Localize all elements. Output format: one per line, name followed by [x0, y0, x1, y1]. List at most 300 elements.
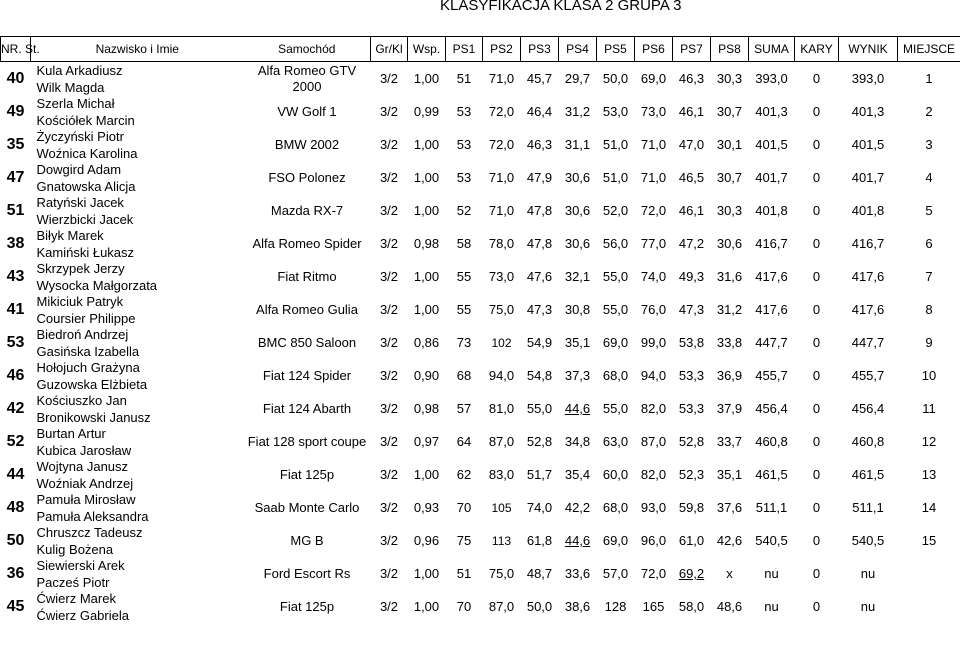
cell-penalty: 0 — [812, 401, 821, 416]
cell-result: nu — [860, 566, 876, 581]
cell-class: 3/2 — [379, 566, 399, 581]
cell-result: 417,6 — [851, 302, 885, 317]
cell-place — [898, 557, 960, 590]
cell-ps4: 30,8 — [564, 302, 591, 317]
header-penalty: KARY — [795, 37, 839, 62]
classification-sheet — [0, 36, 960, 623]
cell-sum: 455,7 — [755, 368, 788, 383]
cell-result: 393,0 — [851, 71, 885, 86]
start-number: 49 — [6, 102, 25, 120]
cell-ps7: 47,0 — [678, 137, 705, 152]
table-row — [1, 458, 960, 491]
cell-ps4: 35,1 — [564, 335, 591, 350]
table-row — [1, 590, 960, 623]
driver-name: Szerla Michał — [36, 95, 115, 111]
cell-ps5: 51,0 — [602, 137, 629, 152]
cell-ps3: 55,0 — [526, 401, 553, 416]
cell-penalty: 0 — [812, 500, 821, 515]
cell-coef: 1,00 — [413, 302, 440, 317]
cell-ps6: 72,0 — [640, 566, 667, 581]
cell-result: nu — [860, 599, 876, 614]
cell-ps6: 99,0 — [640, 335, 667, 350]
header-ps5: PS5 — [597, 37, 635, 62]
header-ps8: PS8 — [711, 37, 749, 62]
cell-class: 3/2 — [379, 236, 399, 251]
start-number: 45 — [6, 597, 25, 615]
crew-names — [31, 128, 244, 161]
car-model: Fiat 125p — [279, 598, 335, 614]
cell-class: 3/2 — [379, 137, 399, 152]
cell-ps4: 31,1 — [564, 137, 591, 152]
cell-penalty: 0 — [812, 368, 821, 383]
driver-name: Skrzypek Jerzy — [36, 260, 125, 276]
car-model: Alfa Romeo Gulia — [256, 301, 358, 317]
cell-sum: 401,3 — [755, 104, 788, 119]
crew-names — [31, 161, 244, 194]
cell-result: 540,5 — [851, 533, 885, 548]
cell-ps3: 45,7 — [526, 71, 553, 86]
cell-ps5: 55,0 — [602, 302, 629, 317]
cell-coef: 1,00 — [413, 566, 440, 581]
cell-ps4: 30,6 — [564, 236, 591, 251]
cell-ps3: 47,3 — [526, 302, 553, 317]
cell-ps2: 81,0 — [488, 401, 515, 416]
header-coef: Wsp. — [408, 37, 446, 62]
start-number: 43 — [6, 267, 25, 285]
cell-ps1: 52 — [456, 203, 472, 218]
cell-ps2: 87,0 — [488, 599, 515, 614]
cell-ps6: 94,0 — [640, 368, 667, 383]
table-row — [1, 194, 960, 227]
cell-ps1: 70 — [456, 500, 472, 515]
cell-ps8: 30,1 — [716, 137, 743, 152]
cell-sum: 511,1 — [755, 500, 788, 515]
cell-result: 511,1 — [852, 500, 884, 515]
cell-penalty: 0 — [812, 467, 821, 482]
cell-ps6: 82,0 — [640, 467, 667, 482]
cell-ps3: 47,8 — [526, 236, 553, 251]
cell-ps8: 33,7 — [716, 434, 743, 449]
table-row — [1, 359, 960, 392]
cell-class: 3/2 — [379, 434, 399, 449]
cell-place: 8 — [925, 302, 933, 317]
crew-names — [31, 524, 244, 557]
cell-coef: 1,00 — [413, 467, 440, 482]
cell-sum: 401,7 — [755, 170, 788, 185]
cell-ps7: 58,0 — [678, 599, 705, 614]
cell-result: 401,3 — [851, 104, 885, 119]
start-number: 44 — [6, 465, 25, 483]
cell-ps5: 68,0 — [602, 368, 629, 383]
cell-result: 401,5 — [851, 137, 885, 152]
cell-ps6: 165 — [642, 599, 665, 614]
header-ps1: PS1 — [446, 37, 483, 62]
cell-ps7: 61,0 — [678, 533, 705, 548]
cell-class: 3/2 — [379, 269, 399, 284]
crew-names — [31, 260, 244, 293]
cell-class: 3/2 — [379, 368, 399, 383]
cell-ps4: 37,3 — [564, 368, 591, 383]
cell-coef: 0,98 — [413, 236, 440, 251]
cell-ps6: 76,0 — [640, 302, 667, 317]
table-row — [1, 392, 960, 425]
co-driver-name: Coursier Philippe — [36, 310, 136, 326]
cell-ps7: 46,1 — [678, 203, 705, 218]
cell-ps7: 53,3 — [678, 401, 705, 416]
cell-sum: 540,5 — [755, 533, 788, 548]
cell-class: 3/2 — [379, 467, 399, 482]
cell-ps8: 30,3 — [716, 203, 743, 218]
cell-penalty: 0 — [812, 434, 821, 449]
table-row — [1, 557, 960, 590]
results-table — [0, 36, 960, 623]
start-number: 48 — [6, 498, 25, 516]
cell-ps1: 53 — [456, 170, 472, 185]
car-model: MG B — [290, 532, 324, 548]
cell-ps7: 53,3 — [678, 368, 705, 383]
table-row — [1, 227, 960, 260]
car-model: Fiat 124 Spider — [262, 367, 352, 383]
start-number: 53 — [6, 333, 25, 351]
table-row — [1, 326, 960, 359]
cell-ps8: 30,7 — [716, 104, 743, 119]
cell-ps8: 37,9 — [716, 401, 743, 416]
cell-ps5: 69,0 — [602, 335, 629, 350]
cell-ps8: 36,9 — [716, 368, 743, 383]
cell-sum: 416,7 — [755, 236, 788, 251]
car-model: Fiat Ritmo — [277, 268, 337, 284]
cell-coef: 0,93 — [413, 500, 440, 515]
cell-ps4: 33,6 — [564, 566, 591, 581]
table-row — [1, 128, 960, 161]
cell-ps4: 38,6 — [564, 599, 591, 614]
cell-ps7: 49,3 — [678, 269, 705, 284]
header-class: Gr/Kl — [371, 37, 408, 62]
cell-place: 5 — [925, 203, 933, 218]
driver-name: Chruszcz Tadeusz — [36, 524, 143, 540]
cell-result: 460,8 — [851, 434, 885, 449]
cell-ps3: 50,0 — [526, 599, 553, 614]
driver-name: Życzyński Piotr — [36, 128, 124, 144]
cell-ps4: 35,4 — [564, 467, 591, 482]
cell-ps2: 94,0 — [488, 368, 515, 383]
cell-ps4: 31,2 — [564, 104, 591, 119]
cell-penalty: 0 — [812, 302, 821, 317]
header-row — [1, 37, 960, 62]
co-driver-name: Guzowska Elżbieta — [36, 376, 148, 392]
cell-ps3: 74,0 — [526, 500, 553, 515]
cell-class: 3/2 — [379, 71, 399, 86]
cell-coef: 1,00 — [413, 71, 440, 86]
cell-ps8: 48,6 — [716, 599, 743, 614]
car-model: Fiat 128 sport coupe — [247, 433, 367, 449]
cell-sum: nu — [764, 599, 779, 614]
cell-ps8: 30,3 — [716, 71, 743, 86]
start-number: 38 — [6, 234, 25, 252]
cell-penalty: 0 — [812, 599, 821, 614]
cell-ps7: 53,8 — [678, 335, 705, 350]
start-number: 40 — [6, 69, 25, 87]
cell-ps3: 47,6 — [526, 269, 553, 284]
car-model: BMC 850 Saloon — [257, 334, 357, 350]
cell-penalty: 0 — [812, 335, 821, 350]
cell-ps6: 71,0 — [640, 137, 667, 152]
cell-result: 401,7 — [851, 170, 885, 185]
cell-ps2: 72,0 — [488, 137, 515, 152]
cell-result: 417,6 — [851, 269, 885, 284]
cell-ps7: 52,8 — [678, 434, 705, 449]
cell-ps1: 53 — [456, 137, 472, 152]
cell-ps2: 71,0 — [488, 170, 515, 185]
cell-ps1: 55 — [456, 302, 472, 317]
cell-class: 3/2 — [379, 533, 399, 548]
cell-penalty: 0 — [812, 236, 821, 251]
driver-name: Biłyk Marek — [36, 227, 104, 243]
cell-result: 416,7 — [851, 236, 885, 251]
start-number: 46 — [6, 366, 25, 384]
driver-name: Kula Arkadiusz — [36, 62, 123, 78]
cell-place: 11 — [922, 401, 936, 416]
cell-coef: 0,86 — [413, 335, 440, 350]
cell-ps4: 42,2 — [564, 500, 591, 515]
cell-ps5: 128 — [604, 599, 627, 614]
cell-ps5: 68,0 — [602, 500, 629, 515]
table-row — [1, 293, 960, 326]
cell-ps3: 54,9 — [526, 335, 553, 350]
cell-ps5: 56,0 — [602, 236, 629, 251]
header-sum: SUMA — [749, 37, 795, 62]
co-driver-name: Kościółek Marcin — [36, 112, 135, 128]
start-number: 42 — [6, 399, 25, 417]
crew-names — [31, 293, 244, 326]
driver-name: Biedroń Andrzej — [36, 326, 129, 342]
cell-sum: 461,5 — [755, 467, 788, 482]
cell-ps3: 51,7 — [526, 467, 553, 482]
driver-name: Burtan Artur — [36, 425, 106, 441]
cell-coef: 1,00 — [413, 137, 440, 152]
driver-name: Siewierski Arek — [36, 557, 125, 573]
cell-ps7: 47,3 — [678, 302, 705, 317]
cell-ps2: 78,0 — [488, 236, 515, 251]
cell-penalty: 0 — [812, 269, 821, 284]
table-row — [1, 161, 960, 194]
car-model: Ford Escort Rs — [263, 565, 351, 581]
co-driver-name: Pamuła Aleksandra — [36, 508, 149, 524]
cell-ps3: 48,7 — [526, 566, 553, 581]
cell-sum: 401,5 — [755, 137, 788, 152]
header-ps6: PS6 — [635, 37, 673, 62]
cell-ps2: 102 — [491, 335, 512, 350]
cell-place: 12 — [921, 434, 937, 449]
cell-ps7: 59,8 — [678, 500, 705, 515]
cell-ps5: 51,0 — [602, 170, 629, 185]
cell-ps8: 35,1 — [716, 467, 743, 482]
cell-coef: 0,98 — [413, 401, 440, 416]
cell-coef: 0,96 — [413, 533, 440, 548]
crew-names — [31, 590, 244, 623]
cell-ps2: 71,0 — [488, 203, 515, 218]
crew-names — [31, 227, 244, 260]
cell-place: 10 — [921, 368, 937, 383]
cell-penalty: 0 — [812, 137, 821, 152]
crew-names — [31, 62, 244, 96]
cell-ps2: 73,0 — [488, 269, 515, 284]
cell-sum: 417,6 — [755, 269, 788, 284]
cell-penalty: 0 — [812, 170, 821, 185]
cell-place: 6 — [925, 236, 933, 251]
crew-names — [31, 359, 244, 392]
header-car: Samochód — [244, 37, 371, 62]
cell-place: 1 — [925, 71, 933, 86]
driver-name: Wojtyna Janusz — [36, 458, 129, 474]
header-ps2: PS2 — [483, 37, 521, 62]
cell-ps8: 42,6 — [716, 533, 743, 548]
co-driver-name: Ćwierz Gabriela — [36, 607, 129, 623]
driver-name: Dowgird Adam — [36, 161, 122, 177]
cell-ps4: 29,7 — [564, 71, 591, 86]
cell-ps5: 63,0 — [602, 434, 629, 449]
crew-names — [31, 326, 244, 359]
cell-ps6: 87,0 — [640, 434, 667, 449]
cell-place: 2 — [925, 104, 933, 119]
table-row — [1, 260, 960, 293]
cell-ps7: 46,1 — [678, 104, 705, 119]
cell-ps5: 55,0 — [602, 401, 629, 416]
cell-ps2: 87,0 — [488, 434, 515, 449]
car-model: Mazda RX-7 — [270, 202, 344, 218]
cell-result: 401,8 — [851, 203, 885, 218]
cell-sum: 460,8 — [755, 434, 788, 449]
cell-penalty: 0 — [812, 203, 821, 218]
cell-coef: 0,97 — [413, 434, 440, 449]
cell-ps1: 55 — [456, 269, 472, 284]
cell-coef: 0,99 — [413, 104, 440, 119]
crew-names — [31, 557, 244, 590]
cell-ps1: 57 — [456, 401, 472, 416]
cell-place — [898, 590, 960, 623]
cell-place: 15 — [921, 533, 937, 548]
cell-sum: nu — [764, 566, 779, 581]
cell-place: 4 — [925, 170, 933, 185]
cell-ps4: 34,8 — [564, 434, 591, 449]
cell-ps8: 30,6 — [716, 236, 743, 251]
cell-ps5: 53,0 — [602, 104, 629, 119]
page-title: KLASYFIKACJA KLASA 2 GRUPA 3 — [440, 0, 682, 14]
cell-ps7: 46,5 — [678, 170, 705, 185]
co-driver-name: Gasińska Izabella — [36, 343, 140, 359]
cell-coef: 1,00 — [413, 599, 440, 614]
cell-ps6: 82,0 — [640, 401, 667, 416]
cell-ps3: 54,8 — [526, 368, 553, 383]
cell-ps5: 57,0 — [602, 566, 629, 581]
cell-place: 3 — [925, 137, 933, 152]
cell-ps6: 73,0 — [640, 104, 667, 119]
cell-ps6: 71,0 — [640, 170, 667, 185]
driver-name: Pamuła Mirosław — [36, 491, 136, 507]
table-row — [1, 524, 960, 557]
car-model: Fiat 124 Abarth — [262, 400, 352, 416]
cell-ps1: 51 — [456, 71, 472, 86]
cell-place: 13 — [921, 467, 937, 482]
co-driver-name: Kamiński Łukasz — [36, 244, 135, 260]
cell-ps3: 52,8 — [526, 434, 553, 449]
cell-ps1: 64 — [456, 434, 472, 449]
cell-ps5: 55,0 — [602, 269, 629, 284]
cell-ps1: 68 — [456, 368, 472, 383]
cell-place: 9 — [925, 335, 933, 350]
cell-ps7: 52,3 — [678, 467, 705, 482]
cell-ps1: 75 — [456, 533, 472, 548]
cell-sum: 393,0 — [755, 71, 788, 86]
cell-coef: 0,90 — [413, 368, 440, 383]
cell-class: 3/2 — [379, 170, 399, 185]
crew-names — [31, 425, 244, 458]
cell-penalty: 0 — [812, 533, 821, 548]
cell-ps2: 75,0 — [488, 566, 515, 581]
cell-ps5: 52,0 — [602, 203, 629, 218]
cell-ps1: 73 — [456, 335, 472, 350]
car-model: FSO Polonez — [268, 169, 346, 185]
cell-ps6: 74,0 — [640, 269, 667, 284]
cell-result: 455,7 — [851, 368, 885, 383]
cell-ps8: 33,8 — [716, 335, 743, 350]
cell-ps7: 46,3 — [678, 71, 705, 86]
car-model: Alfa Romeo GTV 2000 — [257, 62, 357, 94]
co-driver-name: Wysocka Małgorzata — [36, 277, 158, 293]
cell-ps1: 70 — [456, 599, 472, 614]
cell-ps8: 31,6 — [716, 269, 743, 284]
start-number: 41 — [6, 300, 25, 318]
driver-name: Ćwierz Marek — [36, 590, 116, 606]
table-row — [1, 491, 960, 524]
cell-ps2: 113 — [491, 533, 512, 548]
co-driver-name: Gnatowska Alicja — [36, 178, 136, 194]
header-name: Nazwisko i Imie — [31, 37, 244, 62]
cell-ps2: 75,0 — [488, 302, 515, 317]
header-ps4: PS4 — [559, 37, 597, 62]
cell-coef: 1,00 — [413, 170, 440, 185]
driver-name: Hołojuch Grażyna — [36, 359, 140, 375]
start-number: 52 — [6, 432, 25, 450]
car-model: BMW 2002 — [274, 136, 340, 152]
driver-name: Kościuszko Jan — [36, 392, 127, 408]
start-number: 51 — [6, 201, 25, 219]
crew-names — [31, 194, 244, 227]
cell-ps7: 69,2 — [678, 566, 705, 581]
crew-names — [31, 458, 244, 491]
crew-names — [31, 95, 244, 128]
co-driver-name: Woźniak Andrzej — [36, 475, 134, 491]
cell-ps8: 37,6 — [716, 500, 743, 515]
cell-ps1: 62 — [456, 467, 472, 482]
cell-ps8: 31,2 — [716, 302, 743, 317]
cell-coef: 1,00 — [413, 203, 440, 218]
cell-class: 3/2 — [379, 599, 399, 614]
header-ps7: PS7 — [673, 37, 711, 62]
crew-names — [31, 491, 244, 524]
header-nr: NR. St. — [1, 37, 31, 62]
cell-ps5: 60,0 — [602, 467, 629, 482]
cell-class: 3/2 — [379, 302, 399, 317]
cell-result: 456,4 — [851, 401, 885, 416]
co-driver-name: Bronikowski Janusz — [36, 409, 151, 425]
cell-ps1: 53 — [456, 104, 472, 119]
cell-ps3: 46,4 — [526, 104, 553, 119]
cell-penalty: 0 — [812, 71, 821, 86]
cell-ps1: 51 — [456, 566, 472, 581]
header-result: WYNIK — [839, 37, 898, 62]
cell-ps5: 50,0 — [602, 71, 629, 86]
